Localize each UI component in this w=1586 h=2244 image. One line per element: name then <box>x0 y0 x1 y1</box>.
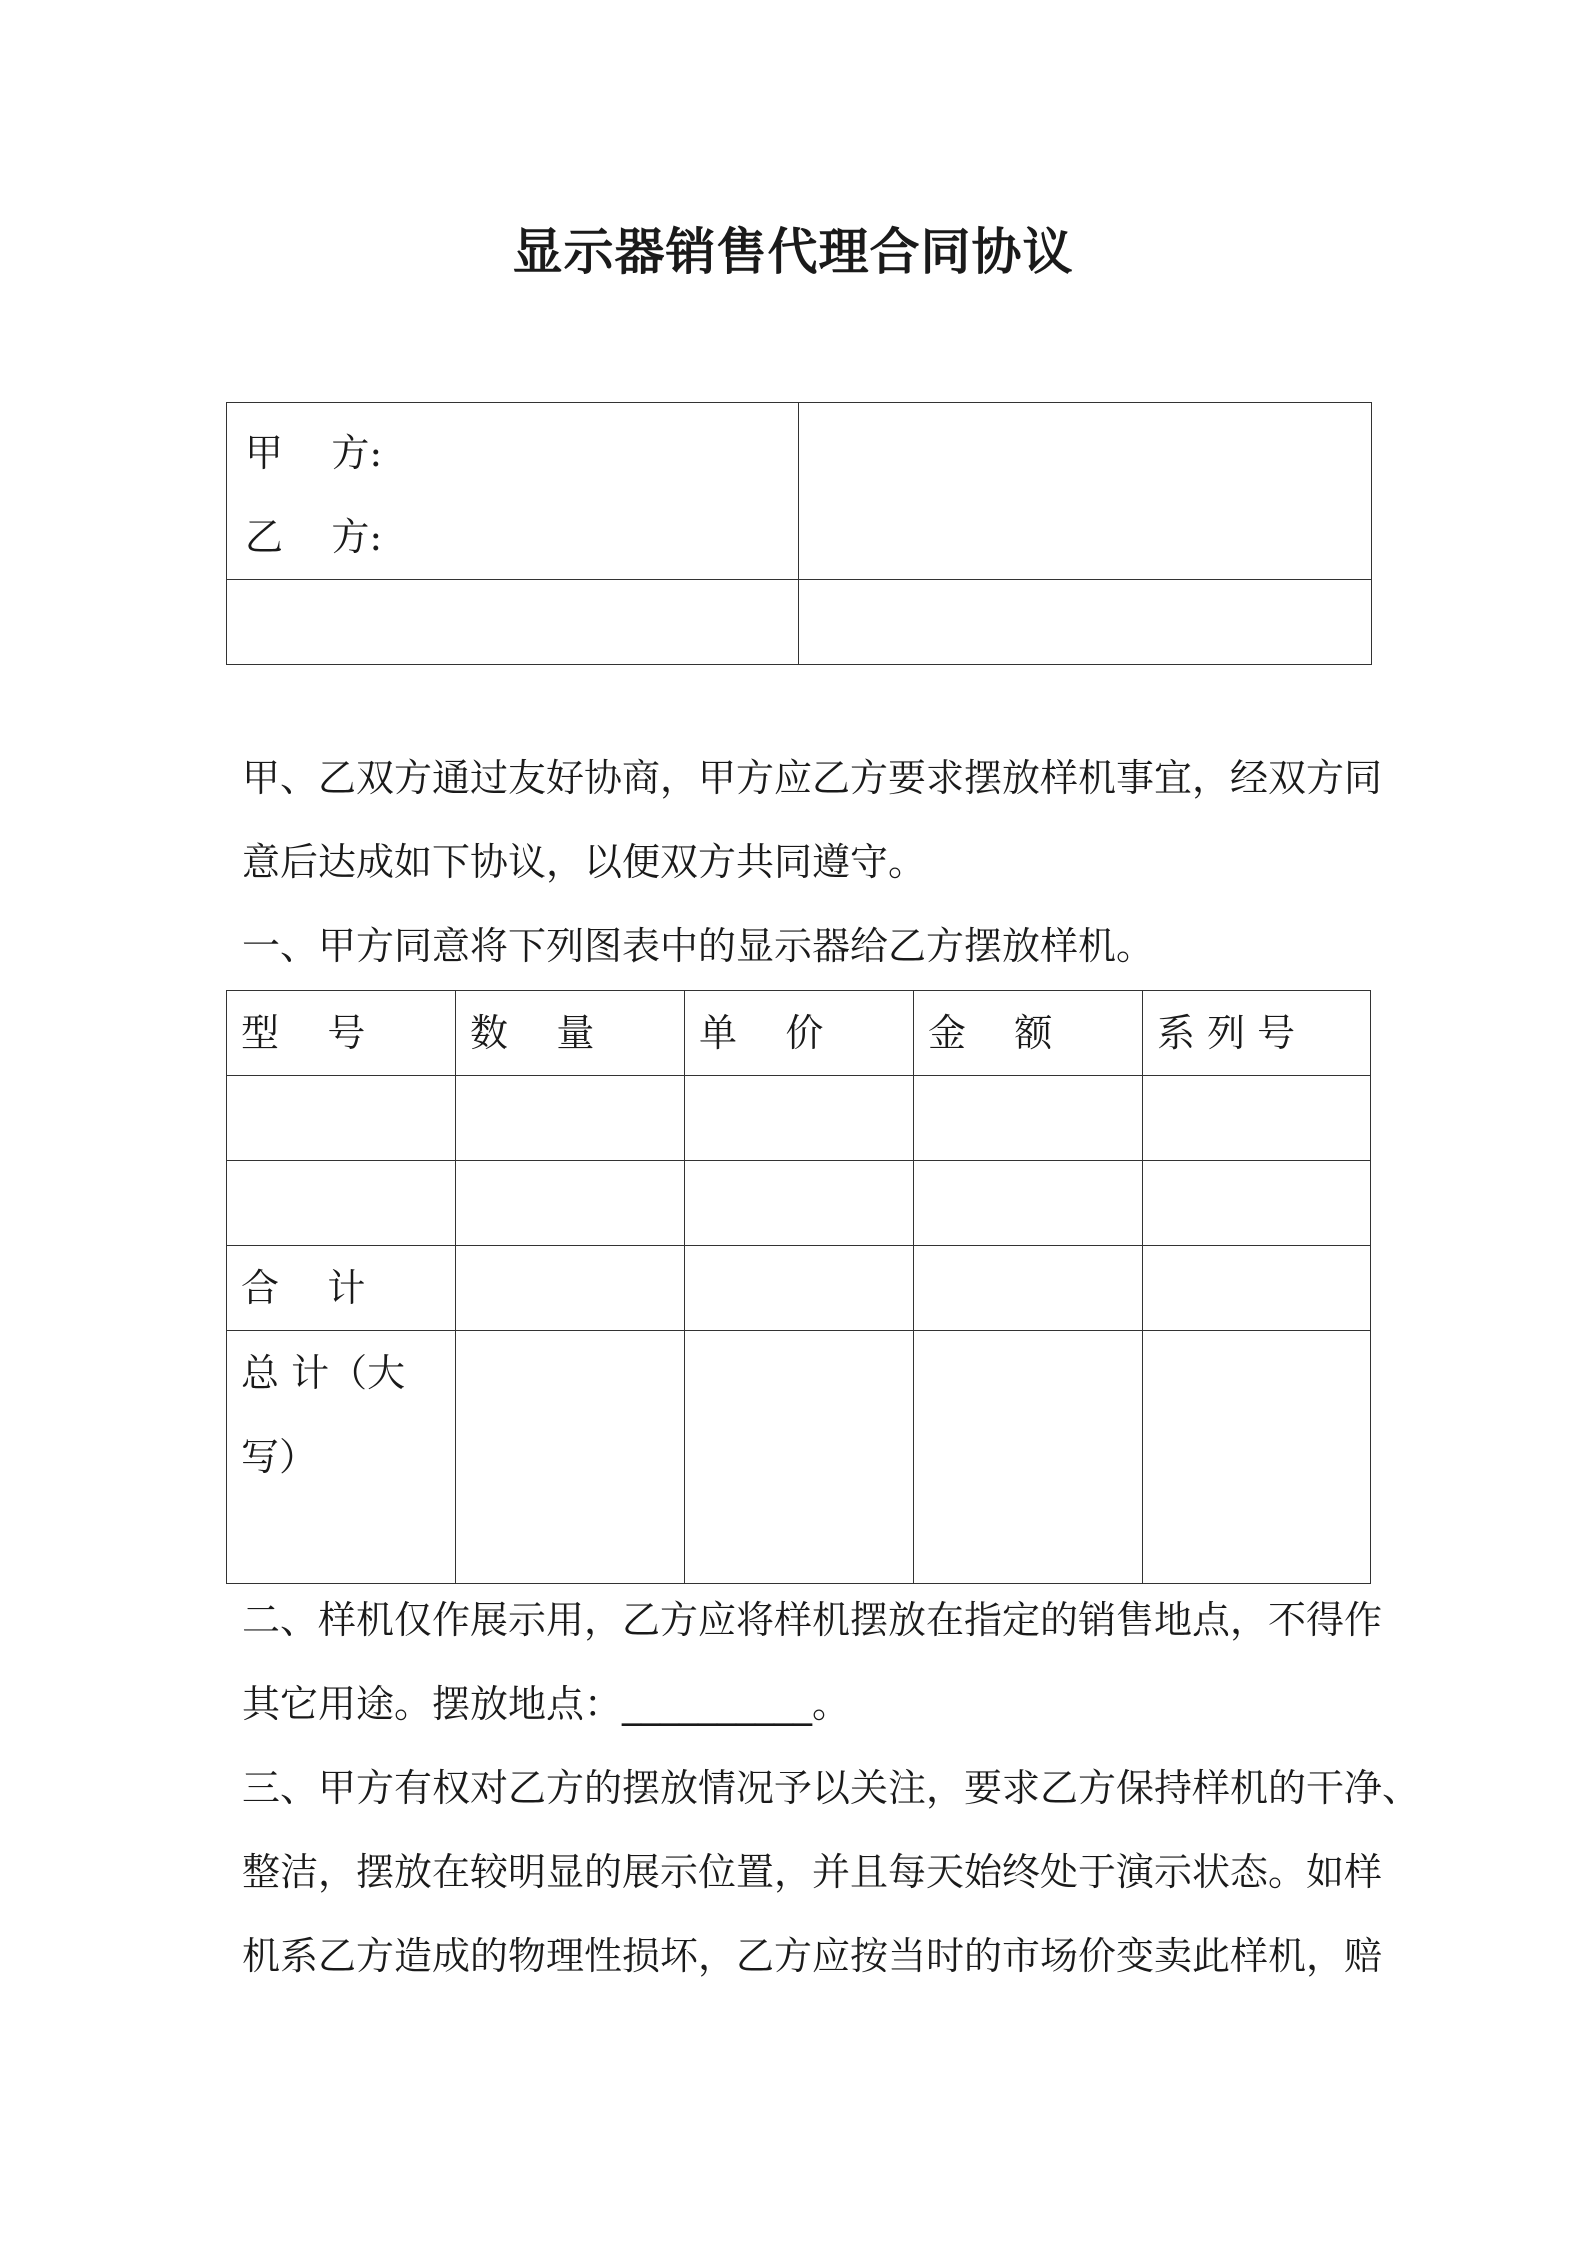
clause-2-line-1: 二、样机仅作展示用，乙方应将样机摆放在指定的销售地点，不得作 <box>242 1598 1383 1642</box>
table-cell <box>914 1161 1143 1246</box>
clause-3-line-2: 整洁，摆放在较明显的展示位置，并且每天始终处于演示状态。如样 <box>242 1850 1383 1894</box>
party-a-label: 甲 方: <box>245 431 383 475</box>
clause-1: 一、甲方同意将下列图表中的显示器给乙方摆放样机。 <box>242 924 1155 968</box>
goods-table <box>226 990 1371 1584</box>
header-cell <box>914 991 1143 1076</box>
table-cell <box>914 1076 1143 1161</box>
header-quantity: 数 量 <box>470 1011 595 1055</box>
subtotal-label: 合 计 <box>241 1266 366 1310</box>
table-cell <box>685 1331 914 1584</box>
table-row <box>227 1161 1371 1246</box>
table-cell <box>456 1161 685 1246</box>
intro-line-2: 意后达成如下协议，以便双方共同遵守。 <box>242 840 927 884</box>
parties-value-cell <box>799 403 1372 580</box>
clause-3-line-3: 机系乙方造成的物理性损坏，乙方应按当时的市场价变卖此样机，赔 <box>242 1934 1383 1978</box>
header-cell <box>685 991 914 1076</box>
table-cell <box>456 1246 685 1331</box>
table-cell <box>914 1331 1143 1584</box>
clause-2-line-2: 其它用途。摆放地点：__________。 <box>242 1682 851 1726</box>
subtotal-row <box>227 1246 1371 1331</box>
parties-label-cell <box>227 403 799 580</box>
table-cell <box>685 1246 914 1331</box>
parties-empty-cell-right <box>799 580 1372 665</box>
header-model: 型 号 <box>241 1011 366 1055</box>
total-row <box>227 1331 1371 1584</box>
header-amount: 金 额 <box>928 1011 1053 1055</box>
parties-table <box>226 402 1372 665</box>
clause-3-line-1: 三、甲方有权对乙方的摆放情况予以关注，要求乙方保持样机的干净、 <box>242 1766 1421 1810</box>
table-cell <box>1143 1246 1371 1331</box>
table-cell <box>227 1246 456 1331</box>
header-serial: 系 列 号 <box>1157 1011 1296 1055</box>
header-cell <box>1143 991 1371 1076</box>
table-cell <box>227 1076 456 1161</box>
party-b-label: 乙 方: <box>245 515 383 559</box>
intro-line-1: 甲、乙双方通过友好协商，甲方应乙方要求摆放样机事宜，经双方同 <box>242 756 1383 800</box>
table-cell <box>227 1161 456 1246</box>
total-label: 总 计（大写） <box>241 1351 406 1479</box>
table-cell <box>1143 1331 1371 1584</box>
table-cell <box>914 1246 1143 1331</box>
header-unit-price: 单 价 <box>699 1011 824 1055</box>
table-cell <box>456 1076 685 1161</box>
goods-header-row <box>227 991 1371 1076</box>
table-cell <box>685 1161 914 1246</box>
header-cell <box>227 991 456 1076</box>
header-cell <box>456 991 685 1076</box>
table-row <box>227 1076 1371 1161</box>
table-cell <box>456 1331 685 1584</box>
table-cell <box>1143 1076 1371 1161</box>
document-title: 显示器销售代理合同协议 <box>512 223 1074 281</box>
table-cell <box>685 1076 914 1161</box>
table-cell <box>1143 1161 1371 1246</box>
table-cell <box>227 1331 456 1584</box>
parties-empty-cell-left <box>227 580 799 665</box>
